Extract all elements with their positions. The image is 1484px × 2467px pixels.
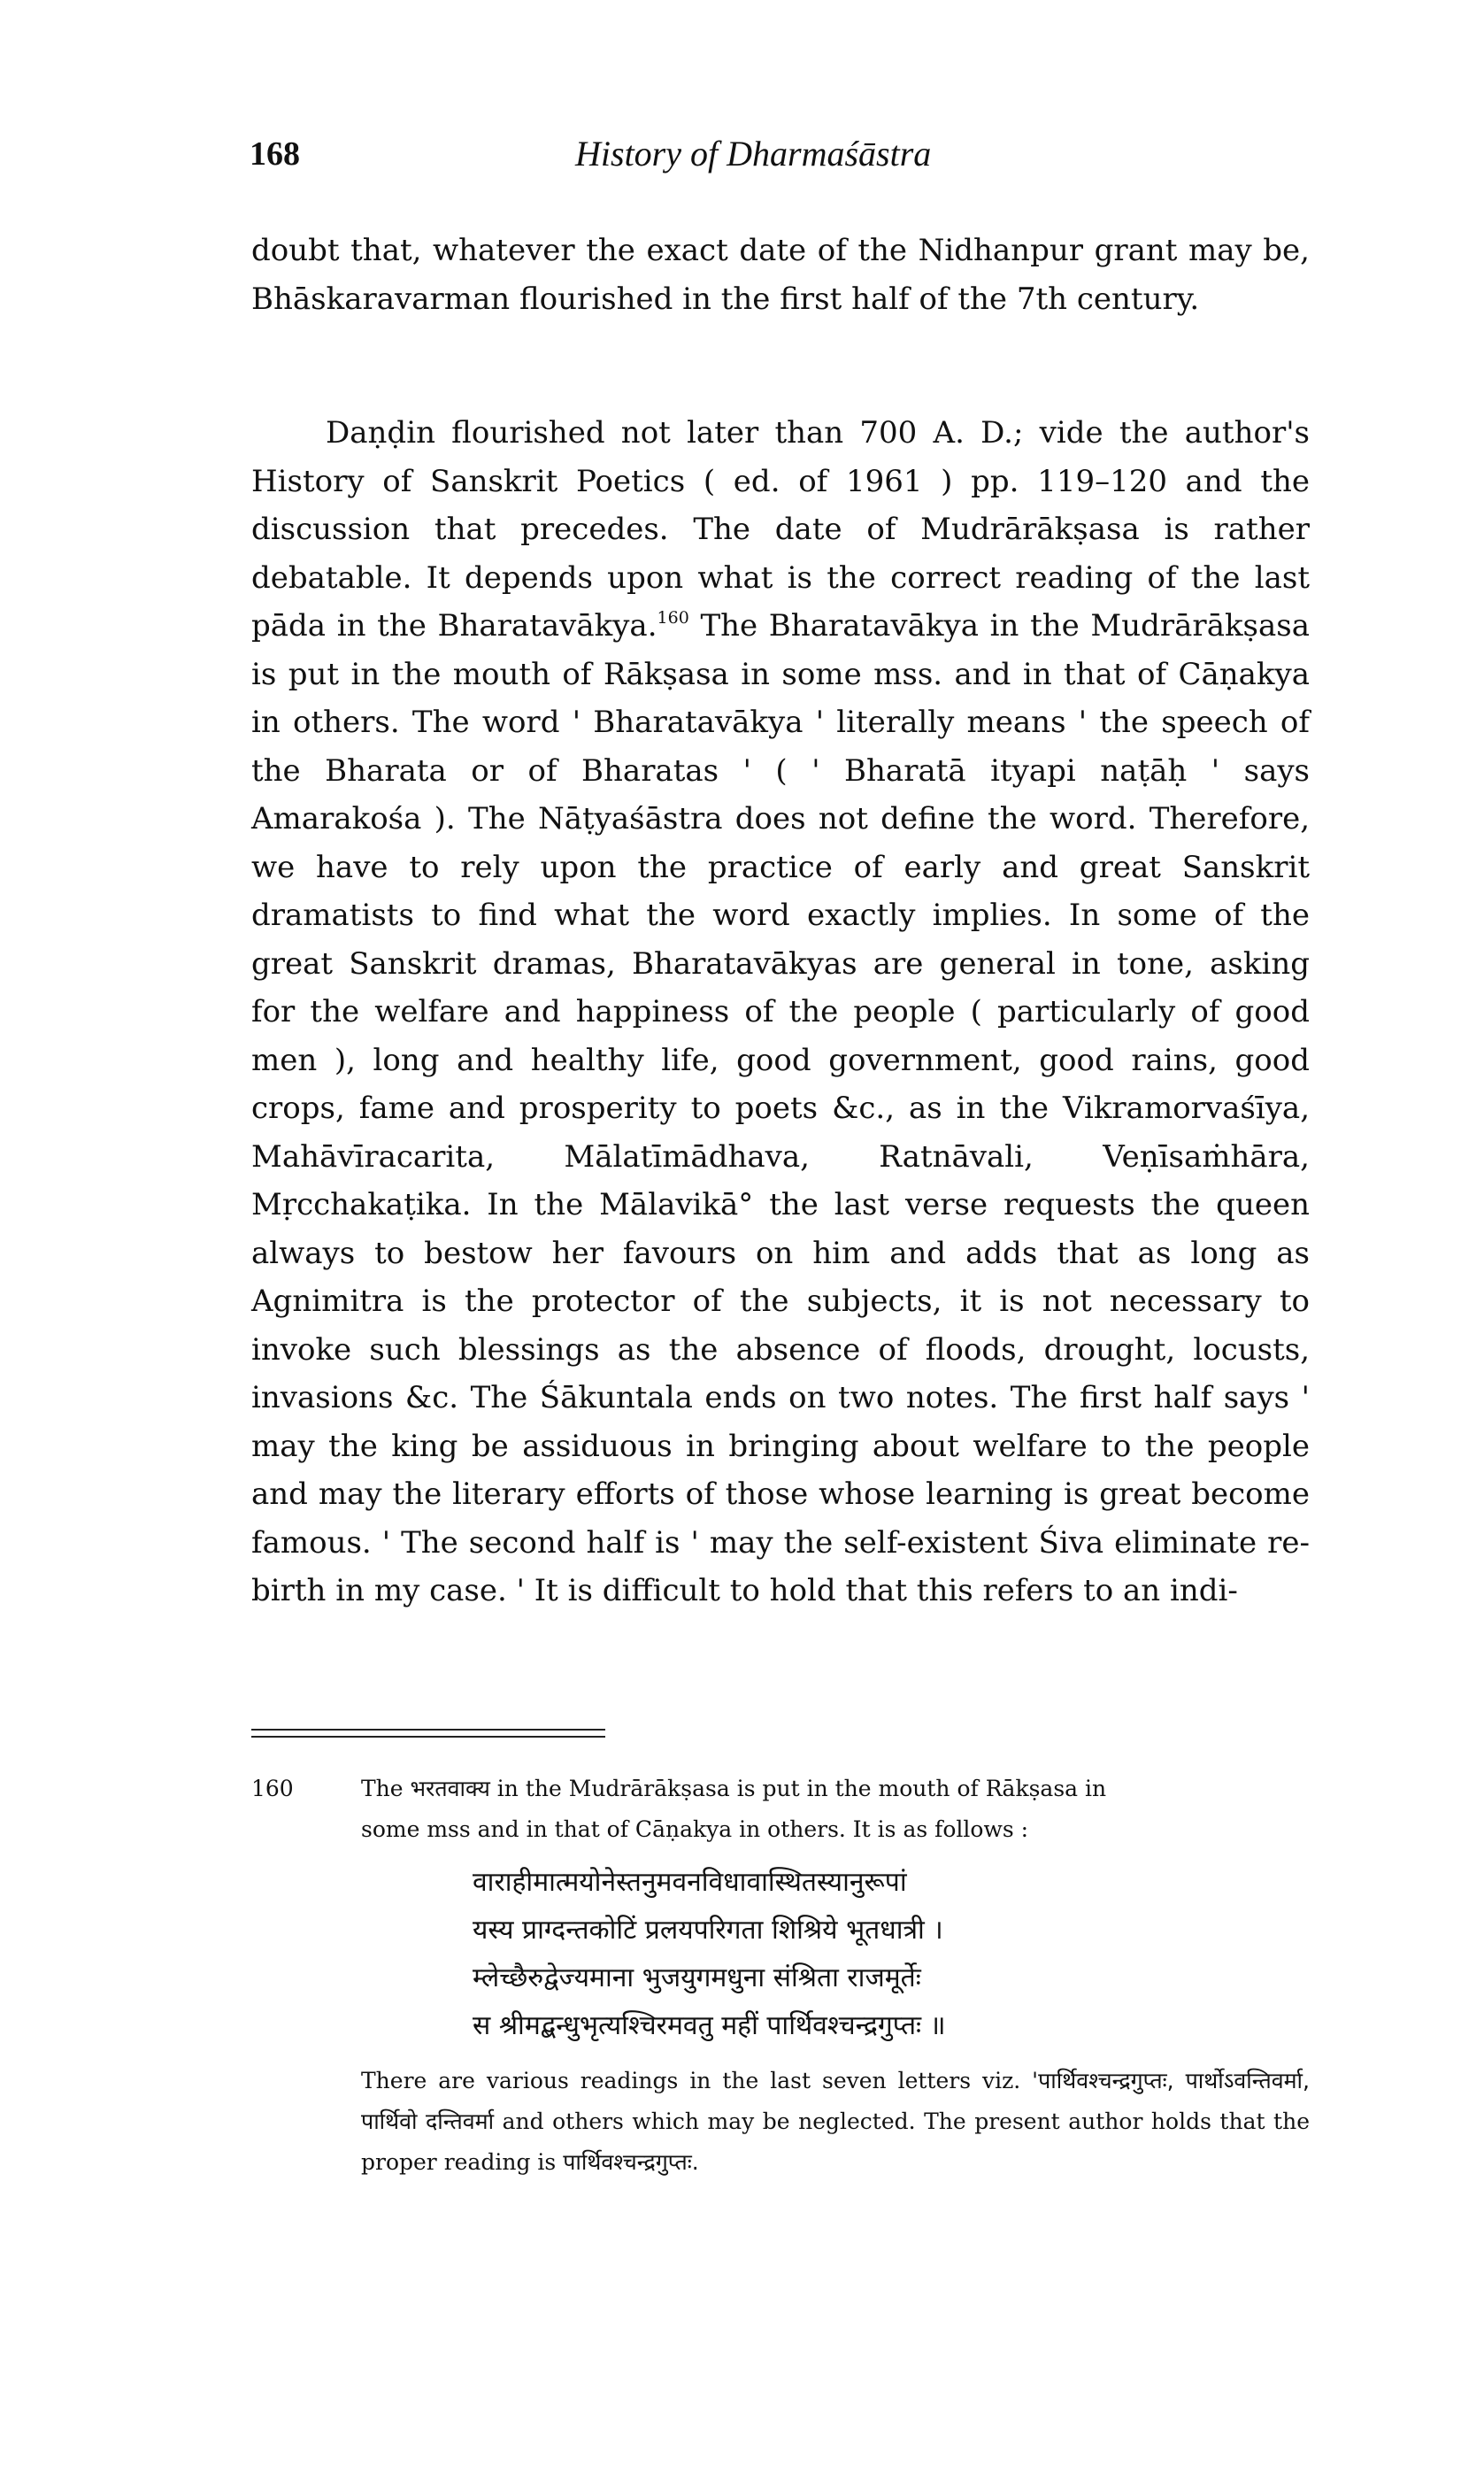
footnote-separator xyxy=(251,1729,605,1738)
page-number: 168 xyxy=(250,135,300,173)
paragraph-2-text-a: Daṇḍin flourished not later than 700 A. D.; vide the author's History of Sanskrit Poetics ( ed. of 1961 ) pp. 119–120 and the discussion that precedes. The date of Mudrārākṣasa is rather debatable. It depends upon what is the correct reading of the last pāda in the Bharatavākya. xyxy=(251,415,1310,644)
verse-line-3: म्लेच्छैरुद्वेज्यमाना भुजयुगमधुना संश्रिता राजमूर्तेः xyxy=(473,1962,921,1993)
footnote-intro-devanagari: भरतवाक्य xyxy=(410,1776,490,1801)
footnote-intro-a: The xyxy=(361,1776,404,1801)
paragraph-2-text-b: The Bharatavākya in the Mudrārākṣasa is put in the mouth of Rākṣasa in some mss. and in that of Cāṇakya in others. The word ' Bharatavākya ' literally means ' the speech of the Bharata or of Bharatas ' ( ' Bharatā ityapi naṭāḥ ' says Amarakośa ). The Nāṭyaśāstra does not define the word. Therefore, we have to rely upon the practice of early and great Sanskrit dramatists to find what the word exactly implies. In some of the great Sanskrit dramas, Bharatavākyas are general in tone, asking for the welfare and happiness of the people ( particularly of good men ), long and healthy life, good government, good rains, good crops, fame and prosperity to poets &c., as in the Vikramorvaśīya, Mahāvīracarita, Mālatīmādhava, Ratnāvali, Veṇīsaṁhāra, Mṛcchakaṭika. In the Mālavikā° the last verse requests the queen always to bestow her favours on him and adds that as long as Agnimitra is the protector of the subjects, it is not necessary to invoke such blessings as the absence of floods, drought, locusts, invasions &c. The Śākuntala ends on two notes. The first half says ' may the king be assiduous in bringing about welfare to the people and may the literary efforts of those whose learning is great become famous. ' The second half is ' may the self-existent Śiva eliminate re-birth in my case. ' It is difficult to hold that this refers to an indi- xyxy=(251,608,1310,1608)
variant-note-b: and others which may be neglected. The present author holds that the proper reading is xyxy=(361,2109,1310,2175)
footnote-160 xyxy=(251,1769,1310,2183)
verse-line-2: यस्य प्राग्दन्तकोटिं प्रलयपरिगता शिश्रिये भूतधात्री । xyxy=(473,1915,943,1946)
footnote-reference-160[interactable]: 160 xyxy=(657,608,689,628)
proper-reading: पार्थिवश्चन्द्रगुप्तः. xyxy=(563,2149,699,2175)
footnote-variant-note xyxy=(251,2061,1310,2183)
variant-reading-2: पार्थोऽवन्तिवर्मा, पार्थिवो दन्तिवर्मा xyxy=(361,2068,1310,2134)
paragraph-1: doubt that, whatever the exact date of the Nidhanpur grant may be, Bhāskaravarman flourished in the first half of the 7th century. xyxy=(251,233,1310,317)
running-title: History of Dharmaśāstra xyxy=(575,134,932,173)
verse-block xyxy=(251,1859,1310,2050)
verse-line-4: स श्रीमद्बन्धुभृत्यश्चिरमवतु महीं पार्थिवश्चन्द्रगुप्तः ॥ xyxy=(473,2010,946,2041)
variant-note-a: There are various readings in the last seven letters viz. ' xyxy=(361,2068,1039,2093)
footnote-intro xyxy=(361,1769,1310,1809)
footnote-number: 160 xyxy=(251,1776,294,1801)
footnote-intro-continued: some mss and in that of Cāṇakya in others. It is as follows : xyxy=(361,1816,1029,1842)
variant-reading-1: पार्थिवश्चन्द्रगुप्तः, xyxy=(1038,2068,1174,2093)
verse-line-1: वाराहीमात्मयोनेस्तनुमवनविधावास्थितस्यानुरूपां xyxy=(473,1867,907,1898)
paragraph-2 xyxy=(251,409,1310,1615)
footnote-intro-b: in the Mudrārākṣasa is put in the mouth of Rākṣasa in xyxy=(496,1776,1107,1801)
